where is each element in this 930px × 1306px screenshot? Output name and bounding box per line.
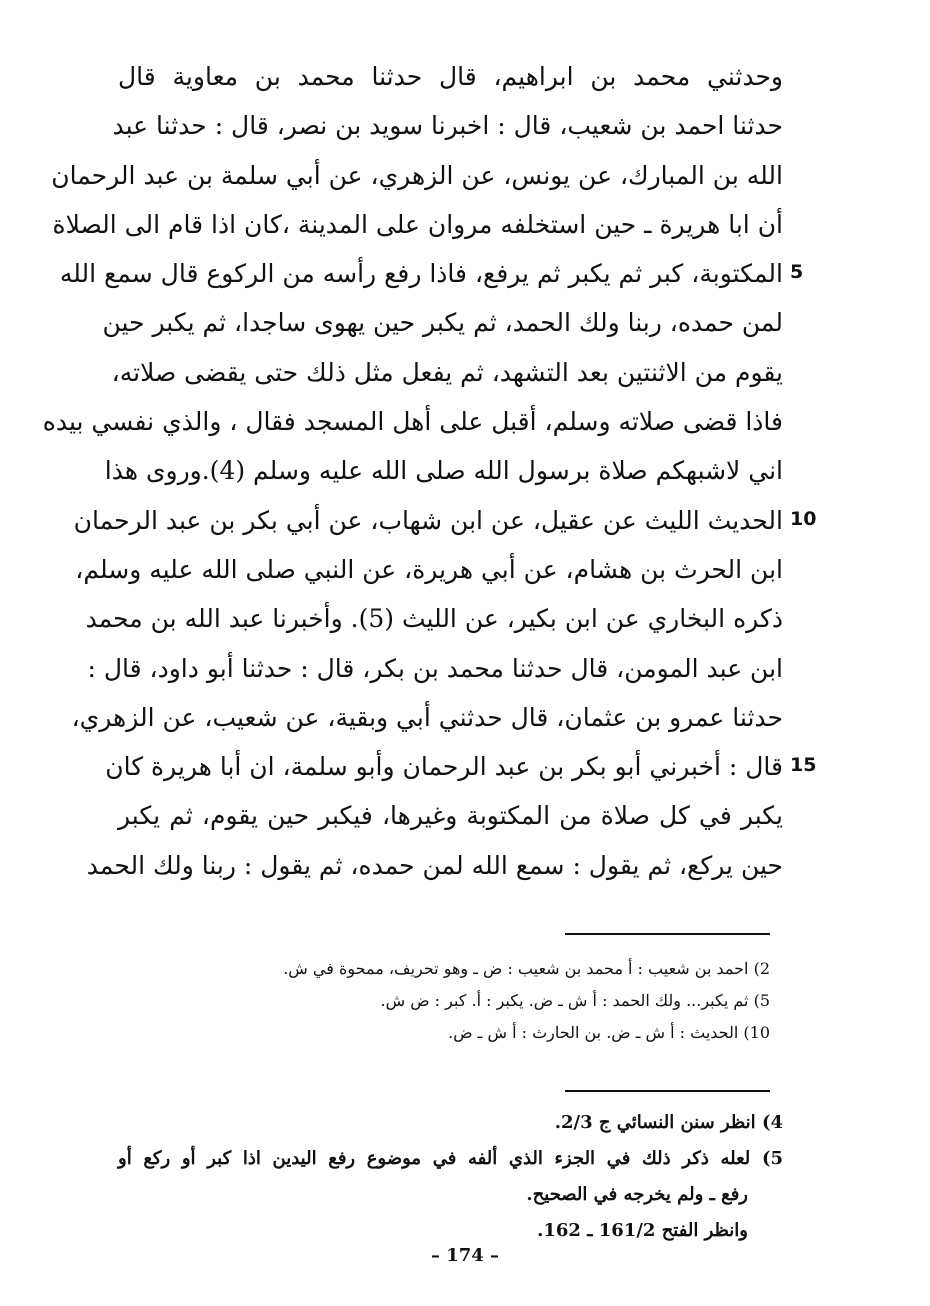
line-number: 5 (790, 261, 804, 284)
text-line: ذكره البخاري عن ابن بكير، عن الليث (5). وأخبرنا عبد الله بن محمد (85, 604, 783, 634)
footnote-line: 4) انظر سنن النسائي ج 2/3. (554, 1112, 783, 1133)
page-number: – 174 – (430, 1245, 500, 1266)
line-number: 15 (790, 754, 817, 777)
text-line: أن ابا هريرة ـ حين استخلفه مروان على المدينة ،كان اذا قام الى الصلاة (52, 209, 783, 239)
text-line: يقوم من الاثنتين بعد التشهد، ثم يفعل مثل ذلك حتى يقضى صلاته، (111, 357, 783, 387)
footnote-line: وانظر الفتح 161/2 ـ 162. (537, 1220, 748, 1241)
variant-entry: 10) الحديث : أ ش ـ ض. بن الحارث : أ ش ـ ض. (448, 1023, 770, 1042)
footnote-line: 5) لعله ذكر ذلك في الجزء الذي ألفه في موضوع رفع اليدين اذا كبر أو ركع أو (118, 1148, 783, 1169)
text-line: يكبر في كل صلاة من المكتوبة وغيرها، فيكبر حين يقوم، ثم يكبر (118, 801, 783, 831)
text-line: حدثنا احمد بن شعيب، قال : اخبرنا سويد بن نصر، قال : حدثنا عبد (112, 111, 783, 141)
variant-entry: 5) ثم يكبر... ولك الحمد : أ ش ـ ض. يكبر : أ. كبر : ض ش. (380, 991, 770, 1010)
text-line: لمن حمده، ربنا ولك الحمد، ثم يكبر حين يهوى ساجدا، ثم يكبر حين (102, 308, 783, 338)
variant-entry: 2) احمد بن شعيب : أ محمد بن شعيب : ض ـ وهو تحريف، ممحوة في ش. (283, 959, 770, 978)
notes-separator-rule (565, 1090, 770, 1092)
text-line: اني لاشبهكم صلاة برسول الله صلى الله عليه وسلم (4).وروى هذا (104, 456, 783, 486)
main-text-body (42, 52, 783, 890)
text-line: حين يركع، ثم يقول : سمع الله لمن حمده، ثم يقول : ربنا ولك الحمد (86, 850, 783, 880)
variants-separator-rule (565, 933, 770, 935)
text-line: الحديث الليث عن عقيل، عن ابن شهاب، عن أبي بكر بن عبد الرحمان (73, 505, 783, 535)
text-line: المكتوبة، كبر ثم يكبر ثم يرفع، فاذا رفع رأسه من الركوع قال سمع الله (59, 259, 783, 289)
text-line: حدثنا عمرو بن عثمان، قال حدثني أبي وبقية، عن شعيب، عن الزهري، (71, 702, 783, 732)
textual-variants (225, 953, 770, 1049)
line-number: 10 (790, 507, 817, 530)
text-line: الله بن المبارك، عن يونس، عن الزهري، عن أبي سلمة بن عبد الرحمان (51, 160, 783, 190)
text-line: ابن عبد المومن، قال حدثنا محمد بن بكر، قال : حدثنا أبو داود، قال : (87, 653, 783, 683)
footnotes (118, 1105, 783, 1249)
text-line: وحدثني محمد بن ابراهيم، قال حدثنا محمد بن معاوية قال (118, 62, 783, 91)
text-line: فاذا قضى صلاته وسلم، أقبل على أهل المسجد فقال ، والذي نفسي بيده (42, 407, 783, 437)
text-line: قال : أخبرني أبو بكر بن عبد الرحمان وأبو سلمة، ان أبا هريرة كان (105, 752, 783, 782)
footnote-line: رفع ـ ولم يخرجه في الصحيح. (526, 1184, 748, 1205)
text-line: ابن الحرث بن هشام، عن أبي هريرة، عن النبي صلى الله عليه وسلم، (75, 554, 783, 584)
